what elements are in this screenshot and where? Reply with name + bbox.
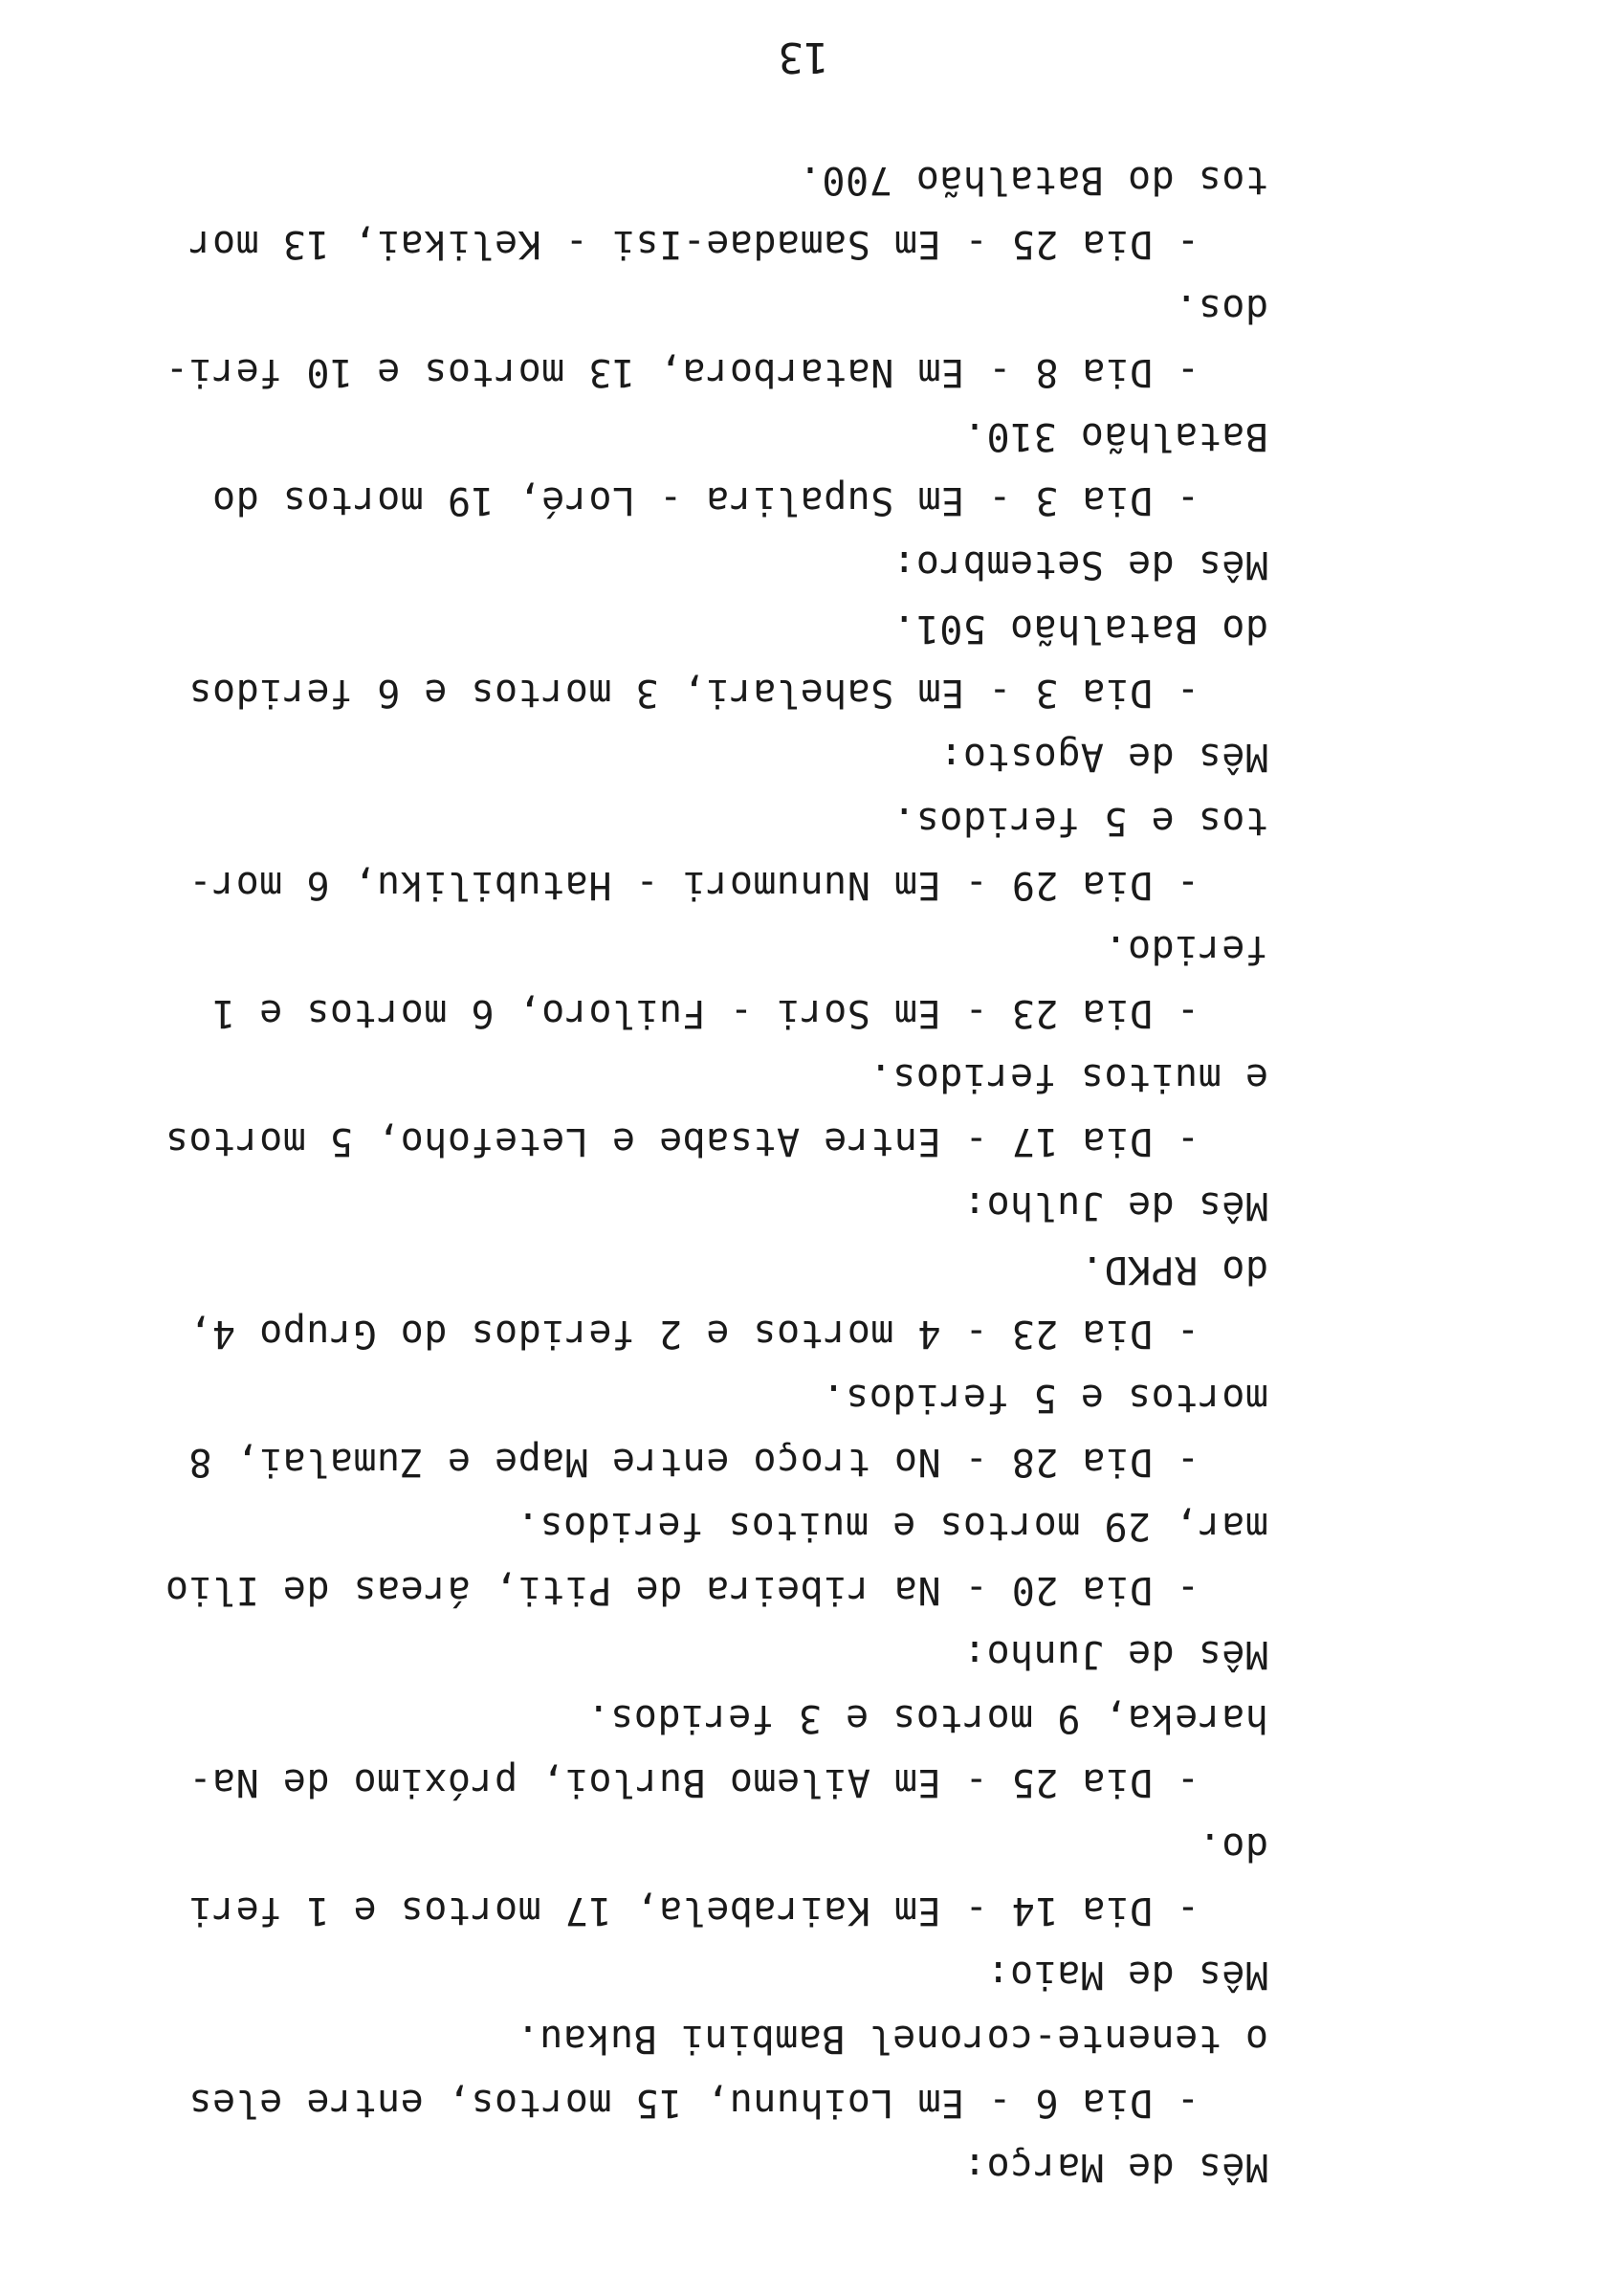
month-heading: Mês de Maio: xyxy=(986,1953,1268,1997)
casualty-entry: - Dia 23 - Em Sori - Fuiloro, 6 mortos e 1 xyxy=(211,991,1200,1035)
casualty-entry: - Dia 17 - Entre Atsabe e Letefoho, 5 mortos xyxy=(165,1119,1200,1163)
casualty-entry-continuation: tos e 5 feridos. xyxy=(892,799,1268,843)
casualty-entry: - Dia 25 - Em Samadae-Isi - Kelikai, 13 mor xyxy=(187,222,1200,266)
month-heading: Mês de Março: xyxy=(962,2145,1268,2189)
casualty-entry-continuation: ferido. xyxy=(1103,927,1268,971)
month-heading: Mês de Agosto: xyxy=(938,735,1268,779)
casualty-entry-continuation: do RPKD. xyxy=(1080,1247,1268,1292)
casualty-entry-continuation: tos do Batalhão 700. xyxy=(798,158,1268,202)
casualty-entry-continuation: dos. xyxy=(1174,286,1268,330)
casualty-entry: - Dia 29 - Em Nunumori - Hatubiliku, 6 mor- xyxy=(187,863,1200,907)
casualty-entry: - Dia 14 - Em Kairabela, 17 mortos e 1 feri xyxy=(187,1888,1200,1932)
month-heading: Mês de Junho: xyxy=(962,1632,1268,1676)
casualty-entry-continuation: hareka, 9 mortos e 3 feridos. xyxy=(586,1696,1268,1740)
casualty-entry-continuation: do Batalhão 501. xyxy=(892,607,1268,651)
month-heading: Mês de Setembro: xyxy=(892,542,1268,586)
casualty-entry: - Dia 28 - No troço entre Mape e Zumalai, 8 xyxy=(187,1440,1200,1484)
casualty-entry: - Dia 6 - Em Loihunu, 15 mortos, entre eles xyxy=(187,2081,1200,2125)
casualty-entry: - Dia 3 - Em Supalira - Loré, 19 mortos do xyxy=(211,478,1200,522)
casualty-entry-continuation: o tenente-coronel Bambini Bukau. xyxy=(516,2017,1268,2061)
casualty-entry: - Dia 20 - Na ribeira de Piti, áreas de Ilio xyxy=(165,1568,1200,1612)
casualty-entry-continuation: e muitos feridos. xyxy=(869,1055,1268,1099)
month-heading: Mês de Julho: xyxy=(962,1183,1268,1227)
casualty-entry-continuation: do. xyxy=(1198,1824,1268,1868)
casualty-entry-continuation: mar, 29 mortos e muitos feridos. xyxy=(516,1504,1268,1548)
casualty-entry: - Dia 23 - 4 mortos e 2 feridos do Grupo 4, xyxy=(187,1312,1200,1356)
casualty-entry-continuation: Batalhão 310. xyxy=(962,414,1268,458)
casualty-entry-continuation: mortos e 5 feridos. xyxy=(821,1376,1268,1420)
casualty-entry: - Dia 25 - Em Ailemo Burloi, próximo de Na- xyxy=(187,1760,1200,1804)
casualty-entry: - Dia 3 - Em Sahelari, 3 mortos e 6 feridos xyxy=(187,671,1200,715)
casualty-entry: - Dia 8 - Em Natarbora, 13 mortos e 10 feri- xyxy=(165,350,1200,394)
page-number: 13 xyxy=(778,33,829,81)
